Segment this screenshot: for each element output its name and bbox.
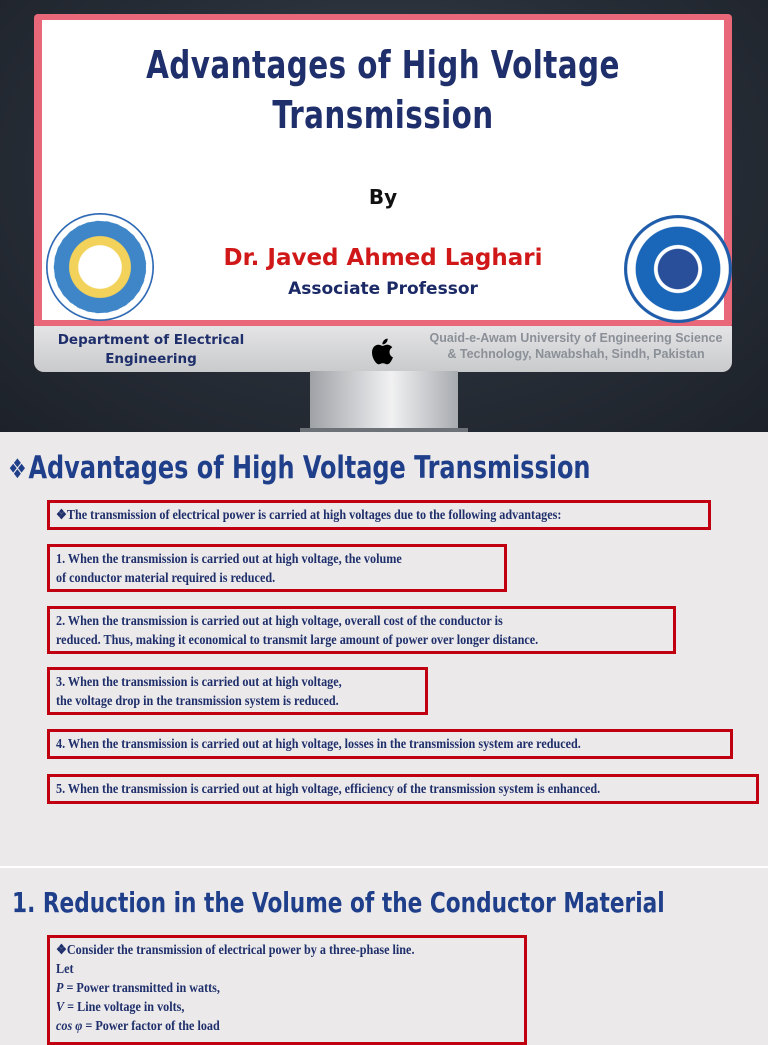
voltage-definition-text: = Line voltage in volts, [67, 999, 185, 1014]
department-seal-ring [52, 219, 148, 315]
intro-text: ❖The transmission of electrical power is carried at high voltages due to the following advantages: [56, 507, 562, 522]
advantage-3-line2: the voltage drop in the transmission system is reduced. [56, 693, 339, 708]
advantage-point-3 [47, 667, 428, 715]
let-line: Let [56, 961, 74, 976]
by-label: By [368, 185, 398, 209]
power-definition-text: = Power transmitted in watts, [66, 980, 220, 995]
author-name: Dr. Javed Ahmed Laghari [223, 245, 543, 271]
university-seal-ring [630, 221, 726, 317]
apple-logo-icon [366, 335, 400, 367]
voltage-symbol: V [56, 999, 65, 1014]
slide-title-line2: Transmission [272, 93, 494, 137]
advantage-point-5 [47, 774, 759, 804]
advantages-heading-text: Advantages of High Voltage Transmission [28, 450, 591, 486]
university-label [400, 330, 752, 362]
voltage-definition [56, 997, 472, 1016]
slide-title [90, 40, 677, 140]
monitor-stand [310, 371, 458, 433]
power-factor-definition-text: = Power factor of the load [85, 1018, 220, 1033]
author-role: Associate Professor [288, 279, 478, 299]
conductor-volume-box [47, 935, 527, 1045]
advantages-slide [0, 432, 768, 864]
power-symbol: P [56, 980, 64, 995]
power-factor-definition [56, 1016, 472, 1035]
university-seal-icon [624, 215, 732, 323]
advantage-4-line1: 4. When the transmission is carried out at high voltage, losses in the transmission system are reduced. [56, 736, 581, 751]
university-line2: & Technology, Nawabshah, Sindh, Pakistan [447, 347, 705, 361]
power-factor-symbol: cos φ [56, 1018, 83, 1033]
department-line1: Department of Electrical [57, 332, 245, 348]
power-definition [56, 978, 472, 997]
advantage-3-line1: 3. When the transmission is carried out at high voltage, [56, 674, 342, 689]
title-slide [0, 0, 768, 432]
diamond-bullet-icon: ❖ [8, 454, 27, 485]
advantage-point-2 [47, 606, 676, 654]
advantage-2-line1: 2. When the transmission is carried out at high voltage, overall cost of the conductor is [56, 613, 503, 628]
slide-title-line1: Advantages of High Voltage [146, 43, 620, 87]
department-line2: Engineering [105, 351, 197, 367]
advantage-point-1 [47, 544, 507, 592]
conductor-volume-slide [0, 866, 768, 1033]
advantage-2-line2: reduced. Thus, making it economical to transmit large amount of power over longer distance. [56, 632, 539, 647]
advantage-point-4 [47, 729, 733, 759]
consider-line: ❖Consider the transmission of electrical power by a three-phase line. [56, 942, 415, 957]
department-label [46, 331, 256, 369]
advantage-1-line2: of conductor material required is reduced. [56, 570, 276, 585]
university-line1: Quaid-e-Awam University of Engineering Science [429, 331, 723, 345]
intro-box [47, 500, 711, 530]
conductor-volume-heading: 1. Reduction in the Volume of the Conductor Material [12, 886, 665, 919]
advantage-5-line1: 5. When the transmission is carried out at high voltage, efficiency of the transmission system is enhanced. [56, 781, 601, 796]
department-seal-icon [46, 213, 154, 321]
advantage-1-line1: 1. When the transmission is carried out at high voltage, the volume [56, 551, 402, 566]
advantages-heading [8, 450, 591, 496]
